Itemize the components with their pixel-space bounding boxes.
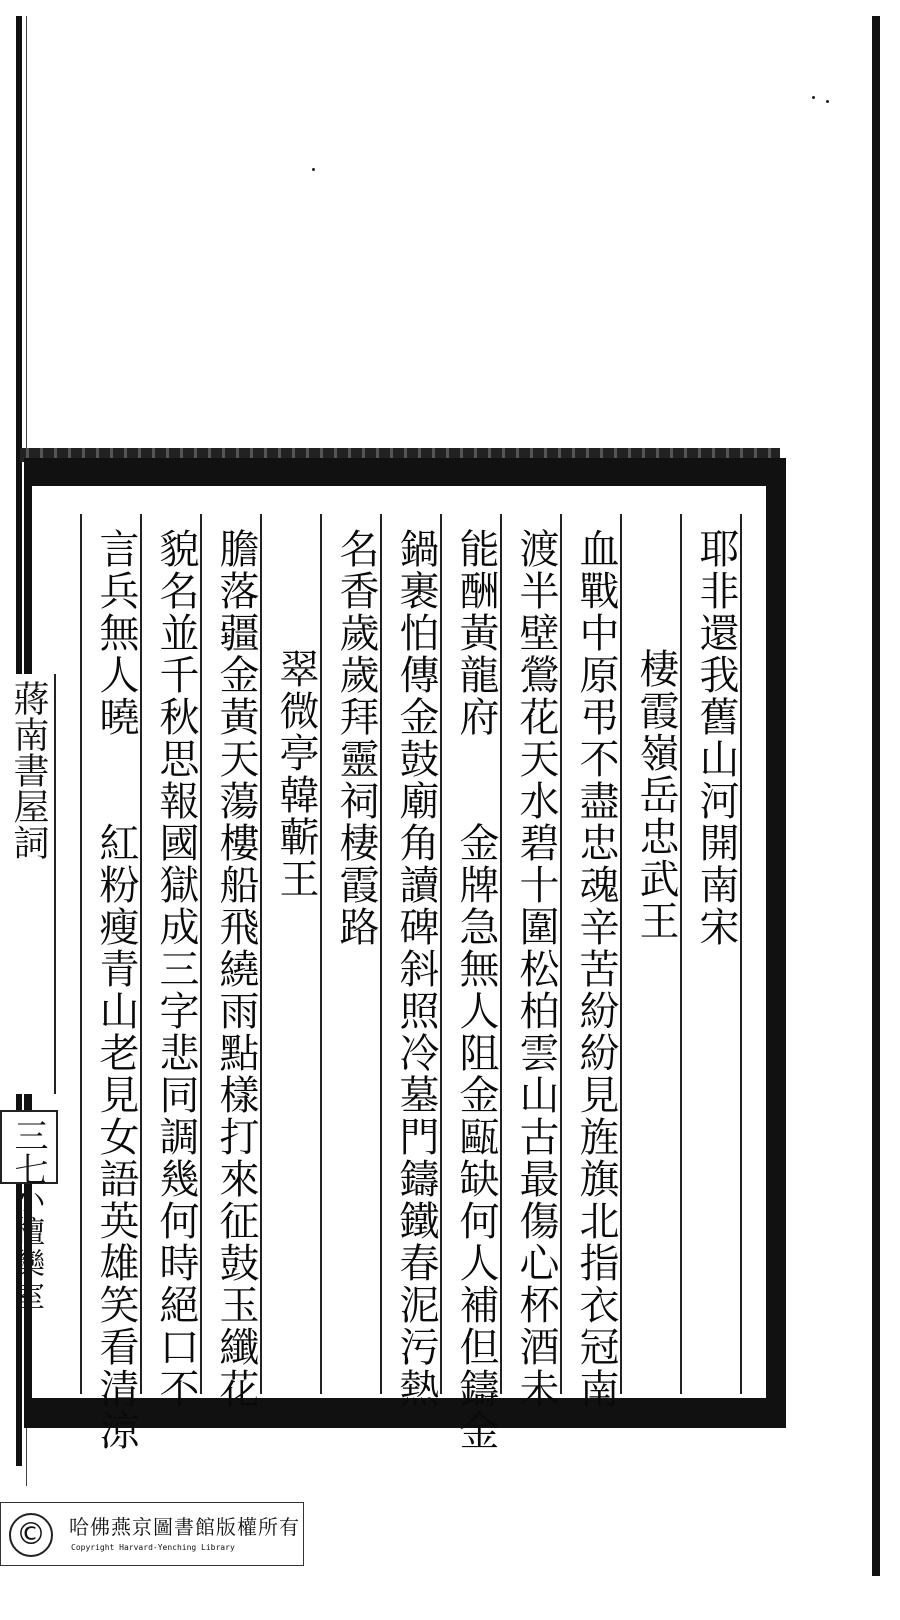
copyright-text-en: Copyright Harvard-Yenching Library — [71, 1543, 235, 1552]
text-column: 血戰中原弔不盡忠魂辛苦紛紛見旌旗北指衣冠南 — [573, 528, 619, 1410]
text-column: 貌名並千秋思報國獄成三字悲同調幾何時絕口不 — [153, 528, 199, 1410]
text-column: 耶非還我舊山河開南宋 — [693, 528, 739, 948]
text-column: 能酬黃龍府 金牌急無人阻金甌缺何人補但鑄金 — [453, 528, 499, 1452]
text-column: 言兵無人曉 紅粉瘦青山老見女語英雄笑看清涼 — [93, 528, 139, 1452]
print-frame-inner — [32, 486, 766, 1452]
text-column: 鍋裹怕傳金鼓廟角讀碑斜照冷墓門鑄鐵春泥污熱 — [393, 528, 439, 1410]
scan-speck — [312, 168, 315, 171]
page-number: 三七 — [8, 1118, 48, 1186]
column-rule — [680, 514, 682, 1394]
scan-speck — [826, 100, 829, 103]
text-column: 渡半壁鶯花天水碧十圍松柏雲山古最傷心杯酒未 — [513, 528, 559, 1410]
column-rule — [80, 514, 82, 1394]
poem-title: 翠微亭韓蘄王 — [273, 648, 319, 900]
copyright-text-zh: 哈佛燕京圖書館版權所有 — [69, 1515, 300, 1539]
text-columns — [80, 514, 774, 1452]
column-rule — [320, 514, 322, 1394]
page-spine-right — [872, 16, 880, 1576]
studio-name: 小檀欒室 — [9, 1184, 44, 1312]
copyright-stamp — [0, 1502, 304, 1566]
scan-speck — [812, 96, 815, 99]
fore-edge-title: 蔣南書屋詞 — [8, 680, 49, 860]
print-frame — [24, 458, 786, 1452]
text-column: 名香歲歲拜靈祠棲霞路 — [333, 528, 379, 948]
copyright-icon: © — [9, 1513, 53, 1557]
poem-title: 棲霞嶺岳忠武王 — [633, 648, 679, 942]
text-column: 膽落疆金黃天蕩樓船飛繞雨點樣打來征鼓玉纖花 — [213, 528, 259, 1410]
